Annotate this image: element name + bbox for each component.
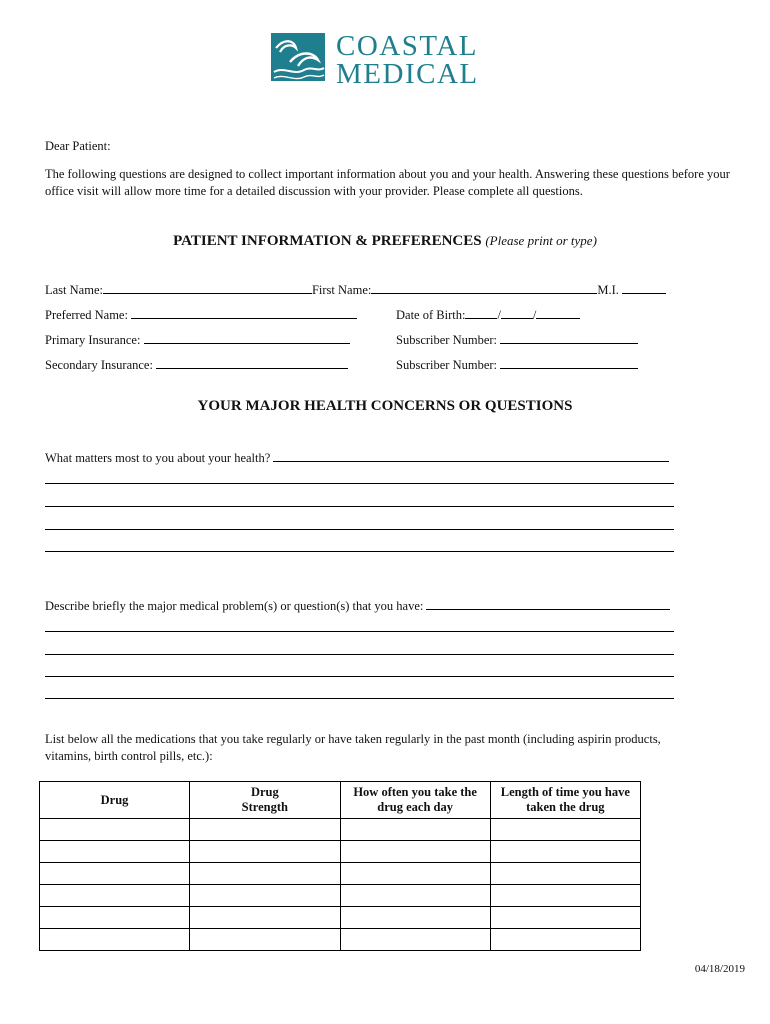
brand-line-2: MEDICAL (336, 58, 479, 90)
preferred-name-label: Preferred Name: (45, 308, 128, 322)
answer-1-line-2[interactable] (45, 506, 674, 507)
intro-paragraph: The following questions are designed to collect important information about you and your health. Answering these questions before your office visit will allow more time for a detailed discussion with your provider. Please complete all questions. (45, 167, 730, 198)
question-1-label: What matters most to you about your health? (45, 451, 271, 465)
brand-line-1: COASTAL (336, 30, 478, 62)
table-row (40, 841, 641, 863)
answer-2-line-3[interactable] (45, 676, 674, 677)
name-row (45, 281, 666, 298)
table-row (40, 819, 641, 841)
table-cell[interactable] (490, 929, 640, 951)
table-cell[interactable] (40, 929, 190, 951)
table-cell[interactable] (190, 885, 341, 907)
mi-field[interactable] (622, 281, 666, 294)
coastal-medical-logo-icon (270, 32, 326, 82)
subscriber-number-2-label: Subscriber Number: (396, 358, 498, 372)
answer-2-line-4[interactable] (45, 698, 674, 699)
table-cell[interactable] (340, 907, 490, 929)
secondary-insurance-row (45, 356, 348, 373)
subscriber-number-2-row (396, 356, 638, 373)
revision-date: 04/18/2019 (694, 963, 745, 975)
table-cell[interactable] (40, 841, 190, 863)
table-cell[interactable] (340, 929, 490, 951)
col-drug: Drug (40, 782, 190, 819)
mi-label: M.I. (597, 283, 619, 297)
dob-label: Date of Birth: (396, 308, 466, 322)
last-name-field[interactable] (103, 281, 312, 294)
table-cell[interactable] (190, 907, 341, 929)
secondary-insurance-field[interactable] (156, 356, 348, 369)
subscriber-number-2-field[interactable] (500, 356, 638, 369)
table-cell[interactable] (490, 863, 640, 885)
table-cell[interactable] (340, 819, 490, 841)
table-cell[interactable] (340, 885, 490, 907)
preferred-name-row (45, 306, 357, 323)
table-cell[interactable] (340, 841, 490, 863)
primary-insurance-row (45, 331, 350, 348)
dob-row: Date of Birth: / / (396, 306, 580, 323)
first-name-field[interactable] (371, 281, 597, 294)
table-cell[interactable] (490, 819, 640, 841)
medications-instructions: List below all the medications that you take regularly or have taken regularly in the past month (including aspirin products, vitamins, birth control pills, etc.): (45, 732, 661, 763)
table-cell[interactable] (490, 885, 640, 907)
answer-2-line-1[interactable] (45, 631, 674, 632)
table-cell[interactable] (190, 863, 341, 885)
dob-year-field[interactable] (536, 306, 580, 319)
dob-day-field[interactable] (501, 306, 533, 319)
question-1-row (45, 449, 669, 466)
col-duration: Length of time you have taken the drug (490, 782, 640, 819)
table-cell[interactable] (40, 885, 190, 907)
answer-1-line-4[interactable] (45, 551, 674, 552)
first-name-label: First Name: (311, 283, 372, 297)
patient-info-heading (0, 233, 770, 250)
primary-insurance-field[interactable] (144, 331, 350, 344)
table-cell[interactable] (490, 907, 640, 929)
question-1-field[interactable] (273, 449, 669, 462)
table-cell[interactable] (190, 819, 341, 841)
table-cell[interactable] (40, 907, 190, 929)
col-frequency: How often you take the drug each day (340, 782, 490, 819)
last-name-label: Last Name: (45, 283, 103, 297)
question-2-row (45, 597, 670, 614)
patient-info-title: PATIENT INFORMATION & PREFERENCES (173, 233, 482, 249)
subscriber-number-1-label: Subscriber Number: (396, 333, 498, 347)
table-cell[interactable] (190, 841, 341, 863)
answer-2-line-2[interactable] (45, 654, 674, 655)
table-row (40, 863, 641, 885)
answer-1-line-1[interactable] (45, 483, 674, 484)
dob-month-field[interactable] (465, 306, 497, 319)
col-drug-strength: Drug Strength (190, 782, 341, 819)
preferred-name-field[interactable] (131, 306, 357, 319)
question-2-field[interactable] (426, 597, 670, 610)
medications-table (39, 781, 641, 951)
table-cell[interactable] (340, 863, 490, 885)
question-2-label: Describe briefly the major medical problem(s) or question(s) that you have: (45, 599, 424, 613)
concerns-heading: YOUR MAJOR HEALTH CONCERNS OR QUESTIONS (197, 398, 573, 414)
table-cell[interactable] (190, 929, 341, 951)
primary-insurance-label: Primary Insurance: (45, 333, 141, 347)
secondary-insurance-label: Secondary Insurance: (45, 358, 153, 372)
subscriber-number-1-row (396, 331, 638, 348)
table-row (40, 929, 641, 951)
patient-info-note: (Please print or type) (485, 233, 597, 248)
table-cell[interactable] (40, 863, 190, 885)
answer-1-line-3[interactable] (45, 529, 674, 530)
subscriber-number-1-field[interactable] (500, 331, 638, 344)
table-cell[interactable] (40, 819, 190, 841)
table-row (40, 907, 641, 929)
table-header-row (40, 782, 641, 819)
table-row (40, 885, 641, 907)
table-cell[interactable] (490, 841, 640, 863)
salutation: Dear Patient: (45, 139, 111, 153)
